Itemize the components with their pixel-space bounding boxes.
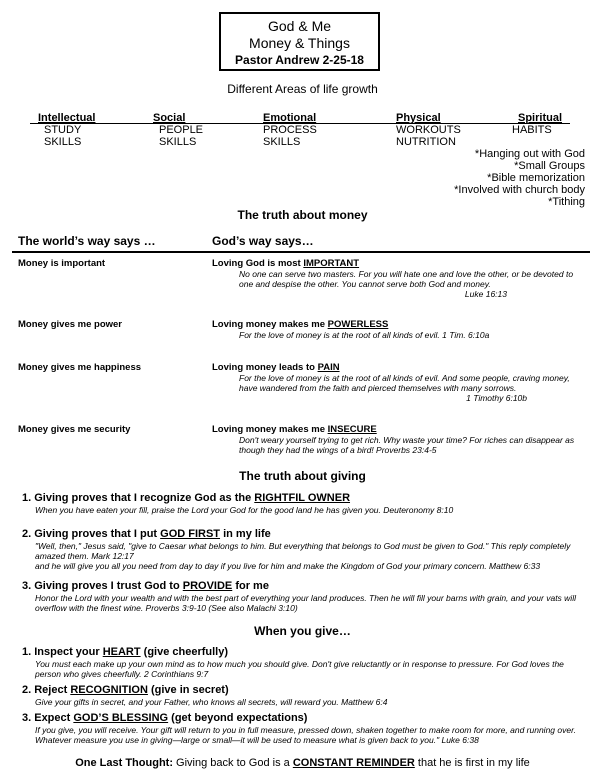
god-statement-text: Loving money makes me	[212, 319, 328, 330]
area-item: NUTRITION	[396, 136, 456, 148]
god-column-heading: God’s way says…	[212, 234, 314, 248]
when-give-title: When you give…	[254, 624, 351, 638]
area-item: PROCESS	[263, 124, 317, 136]
verse: "Well, then," Jesus said, "give to Caesar what belongs to him. But everything that belongs to God must be given to God." This reply completely amazed them. Mark 12:17 and he will give you all you need from day to day if you live for him and make the Kingdom of God your primary concern. Matthew 6:33	[35, 541, 571, 571]
verse-reference: Luke 16:13	[464, 289, 507, 299]
give-point	[22, 646, 588, 679]
world-statement: Money gives me security	[18, 424, 131, 435]
list-item: *Involved with church body	[454, 184, 585, 196]
point-text: 1. Giving proves that I recognize God as the	[22, 492, 255, 504]
last-thought-label: One Last Thought:	[75, 757, 173, 769]
giving-point	[22, 580, 588, 613]
area-intellectual	[38, 112, 95, 148]
area-social	[153, 112, 203, 148]
area-item: PEOPLE	[159, 124, 204, 136]
area-heading: Spiritual	[518, 112, 563, 124]
verse: When you have eaten your fill, praise the Lord your God for the good land he has given you. Deuteronomy 8:10	[35, 505, 454, 515]
area-spiritual	[512, 112, 562, 136]
area-heading: Emotional	[263, 112, 317, 124]
giving-section-title: The truth about giving	[239, 469, 366, 483]
title-box	[219, 12, 380, 71]
point-key: RECOGNITION	[70, 684, 148, 696]
point-key: RIGHTFIL OWNER	[254, 492, 351, 504]
last-thought-text: Giving back to God is a	[172, 757, 293, 769]
list-item: *Tithing	[548, 196, 585, 208]
point-suffix: (give cheerfully)	[140, 646, 229, 658]
point-text: 2. Reject	[22, 684, 71, 696]
world-statement: Money gives me happiness	[18, 362, 142, 373]
god-statement-key: INSECURE	[327, 424, 377, 435]
list-item: *Hanging out with God	[474, 148, 585, 160]
world-statement: Money is important	[18, 258, 106, 269]
area-heading: Social	[153, 112, 186, 124]
give-point	[22, 712, 588, 745]
giving-point	[22, 492, 588, 515]
area-item: STUDY	[44, 124, 82, 136]
areas-subtitle: Different Areas of life growth	[227, 82, 378, 96]
give-point	[22, 684, 588, 707]
list-item: *Bible memorization	[487, 172, 585, 184]
area-emotional	[263, 112, 317, 148]
area-item: SKILLS	[263, 136, 301, 148]
spiritual-list	[454, 148, 585, 208]
verse: For the love of money is at the root of all kinds of evil. 1 Tim. 6:10a	[239, 330, 490, 340]
god-statement	[212, 258, 587, 299]
area-heading: Physical	[396, 112, 441, 124]
world-statement: Money gives me power	[18, 319, 123, 330]
verse-reference: 1 Timothy 6:10b	[466, 393, 527, 403]
point-key: PROVIDE	[182, 580, 233, 592]
last-thought-suffix: that he is first in my life	[414, 757, 530, 769]
area-heading: Intellectual	[38, 112, 96, 124]
area-physical	[396, 112, 461, 148]
god-statement-key: POWERLESS	[327, 319, 389, 330]
point-suffix: (get beyond expectations)	[168, 712, 308, 724]
verse: You must each make up your own mind as to how much you should give. Don't give reluctantly or in response to pressure. For God loves the person who gives cheerfully. 2 Corinthians 9:7	[35, 659, 564, 679]
god-statement-key: PAIN	[317, 362, 340, 373]
verse: Don't weary yourself trying to get rich. Why waste your time? For riches can disappear as though they had the wings of a bird! Proverbs 23:4-5	[239, 435, 575, 455]
title-line-3: Pastor Andrew 2-25-18	[235, 53, 364, 67]
point-text: 1. Inspect your	[22, 646, 103, 658]
title-line-2: Money & Things	[249, 35, 350, 51]
god-statement-text: Loving money makes me	[212, 424, 328, 435]
verse: Honor the Lord with your wealth and with the best part of everything your land produces. Then he will fill your barns with grain, and your vats will overflow with the finest wine. Proverbs 3:9-10 (See also Malachi 3:10)	[35, 593, 576, 613]
god-statement	[212, 424, 587, 455]
god-statement-text: Loving God is most	[212, 258, 304, 269]
list-item: *Small Groups	[514, 160, 585, 172]
point-suffix: for me	[232, 580, 269, 592]
god-statement-key: IMPORTANT	[303, 258, 360, 269]
area-item: SKILLS	[159, 136, 197, 148]
god-statement	[212, 362, 587, 403]
point-text: 2. Giving proves that I put	[22, 528, 161, 540]
verse: No one can serve two masters. For you will hate one and love the other, or be devoted to one and despise the other. You cannot serve both God and money.	[239, 269, 574, 289]
god-statement	[212, 319, 587, 340]
area-item: HABITS	[512, 124, 552, 136]
point-key: GOD’S BLESSING	[73, 712, 169, 724]
column-rule	[12, 251, 590, 253]
point-text: 3. Expect	[22, 712, 74, 724]
point-key: HEART	[102, 646, 141, 658]
last-thought-key: CONSTANT REMINDER	[292, 757, 415, 769]
point-key: GOD FIRST	[160, 528, 221, 540]
verse: If you give, you will receive. Your gift will return to you in full measure, pressed down, shaken together to make room for more, and running over. Whatever measure you use in giving—large or small—it will be used to measure what is given back to you." Luke 6:38	[35, 725, 576, 745]
area-item: SKILLS	[44, 136, 82, 148]
title-line-1: God & Me	[267, 18, 332, 34]
last-thought	[0, 757, 605, 769]
giving-point	[22, 528, 588, 571]
point-text: 3. Giving proves I trust God to	[22, 580, 183, 592]
world-column-heading: The world’s way says …	[18, 234, 156, 248]
money-section-title: The truth about money	[237, 208, 368, 222]
area-item: WORKOUTS	[396, 124, 461, 136]
god-statement-text: Loving money leads to	[212, 362, 318, 373]
verse: For the love of money is at the root of all kinds of evil. And some people, craving money, have wandered from the faith and pierced themselves with many sorrows.	[239, 373, 570, 393]
point-suffix: in my life	[220, 528, 271, 540]
verse: Give your gifts in secret, and your Father, who knows all secrets, will reward you. Matthew 6:4	[35, 697, 388, 707]
point-suffix: (give in secret)	[147, 684, 229, 696]
